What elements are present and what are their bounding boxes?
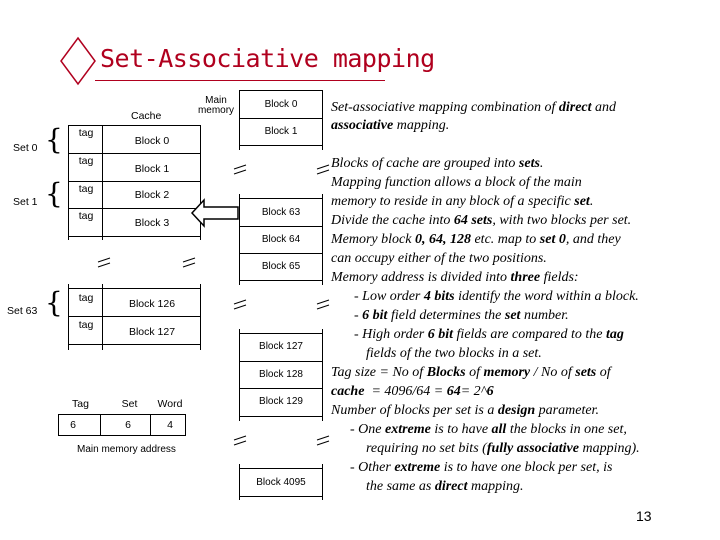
memory-block: Block 128	[259, 369, 303, 380]
title-underline	[95, 80, 385, 81]
text-line: Set-associative mapping combination of direct and	[331, 100, 617, 115]
memory-line	[240, 496, 322, 497]
break-mark	[232, 163, 248, 179]
break-mark	[96, 256, 112, 272]
break-mark	[232, 298, 248, 314]
cache-gap	[60, 350, 210, 390]
address-bits: 6	[70, 419, 76, 431]
address-caption: Main memory address	[77, 444, 176, 455]
cache-tag: tag	[78, 127, 94, 139]
address-field-label: Word	[157, 398, 183, 410]
cache-block: Block 126	[128, 298, 176, 310]
memory-line	[240, 416, 322, 417]
cache-block: Block 2	[134, 189, 170, 201]
memory-block: Block 65	[261, 261, 301, 272]
memory-line	[240, 361, 322, 362]
cache-row-line	[68, 153, 201, 154]
slide-number: 13	[636, 508, 652, 524]
main-memory-label: Main memory	[197, 95, 235, 116]
break-mark	[232, 434, 248, 450]
memory-line	[240, 333, 322, 334]
break-mark	[315, 163, 331, 179]
page-title: Set-Associative mapping	[100, 44, 435, 73]
break-mark	[315, 298, 331, 314]
memory-line	[240, 468, 322, 469]
cache-row-line	[68, 236, 201, 237]
set-label: Set 63	[7, 305, 38, 317]
memory-block: Block 127	[259, 341, 303, 352]
text-line: associative mapping.	[331, 118, 450, 133]
set-brace: {	[45, 123, 63, 156]
memory-line	[240, 118, 322, 119]
memory-line	[240, 280, 322, 281]
memory-block: Block 4095	[256, 477, 306, 488]
address-divider	[150, 414, 151, 436]
memory-line	[240, 90, 322, 91]
memory-gap	[232, 500, 330, 510]
cache-row-line	[68, 344, 201, 345]
memory-line	[240, 226, 322, 227]
cache-row-line	[68, 288, 201, 289]
cache-tag: tag	[78, 210, 94, 222]
set-label: Set 1	[13, 196, 38, 208]
memory-line	[240, 388, 322, 389]
text-line: Blocks of cache are grouped into sets.	[331, 156, 544, 171]
text-line: Mapping function allows a block of the main	[331, 175, 582, 190]
text-line: - 6 bit field determines the set number.	[354, 308, 569, 323]
address-field-label: Tag	[72, 398, 89, 410]
cache-tag: tag	[78, 155, 94, 167]
text-line: cache = 4096/64 = 64= 2^6	[331, 384, 494, 399]
memory-block: Block 1	[264, 126, 298, 137]
address-bits: 6	[125, 419, 131, 431]
diamond-icon	[58, 36, 98, 86]
text-line: can occupy either of the two positions.	[331, 251, 547, 266]
cache-tag: tag	[78, 183, 94, 195]
set-brace: {	[45, 177, 63, 210]
text-line: fields of the two blocks in a set.	[366, 346, 542, 361]
cache-block: Block 0	[134, 135, 170, 147]
text-line: Memory block 0, 64, 128 etc. map to set 0, and they	[331, 232, 621, 247]
memory-line	[240, 145, 322, 146]
address-divider	[100, 414, 101, 436]
memory-block: Block 129	[259, 396, 303, 407]
text-line: Memory address is divided into three fields:	[331, 270, 579, 285]
memory-line	[240, 198, 322, 199]
address-bits: 4	[167, 419, 173, 431]
cache-block: Block 1	[134, 163, 170, 175]
cache-label: Cache	[131, 110, 162, 122]
cache-tag: tag	[78, 292, 94, 304]
cache-block: Block 3	[134, 217, 170, 229]
cache-top-edge	[68, 125, 201, 126]
memory-block: Block 0	[264, 99, 298, 110]
text-line: requiring no set bits (fully associative mapping).	[366, 441, 640, 456]
address-field-label: Set	[121, 398, 138, 410]
break-mark	[315, 434, 331, 450]
text-line: - One extreme is to have all the blocks in one set,	[350, 422, 627, 437]
text-line: the same as direct mapping.	[366, 479, 524, 494]
break-mark	[181, 256, 197, 272]
text-line: Divide the cache into 64 sets, with two blocks per set.	[331, 213, 632, 228]
memory-block: Block 64	[261, 234, 301, 245]
text-line: - Other extreme is to have one block per set, is	[350, 460, 613, 475]
text-line: - High order 6 bit fields are compared to the tag	[354, 327, 624, 342]
text-line: Number of blocks per set is a design parameter.	[331, 403, 599, 418]
cache-tag: tag	[78, 319, 94, 331]
text-line: - Low order 4 bits identify the word within a block.	[354, 289, 639, 304]
arrow-left-icon	[190, 198, 240, 228]
set-label: Set 0	[13, 142, 38, 154]
memory-line	[240, 253, 322, 254]
cache-row-line	[68, 181, 201, 182]
cache-row-line	[68, 316, 201, 317]
cache-block: Block 127	[128, 326, 176, 338]
memory-block: Block 63	[261, 207, 301, 218]
set-brace: {	[45, 286, 63, 319]
text-line: memory to reside in any block of a specific set.	[331, 194, 594, 209]
cache-row-line	[68, 208, 201, 209]
text-line: Tag size = No of Blocks of memory / No of sets of	[331, 365, 611, 380]
